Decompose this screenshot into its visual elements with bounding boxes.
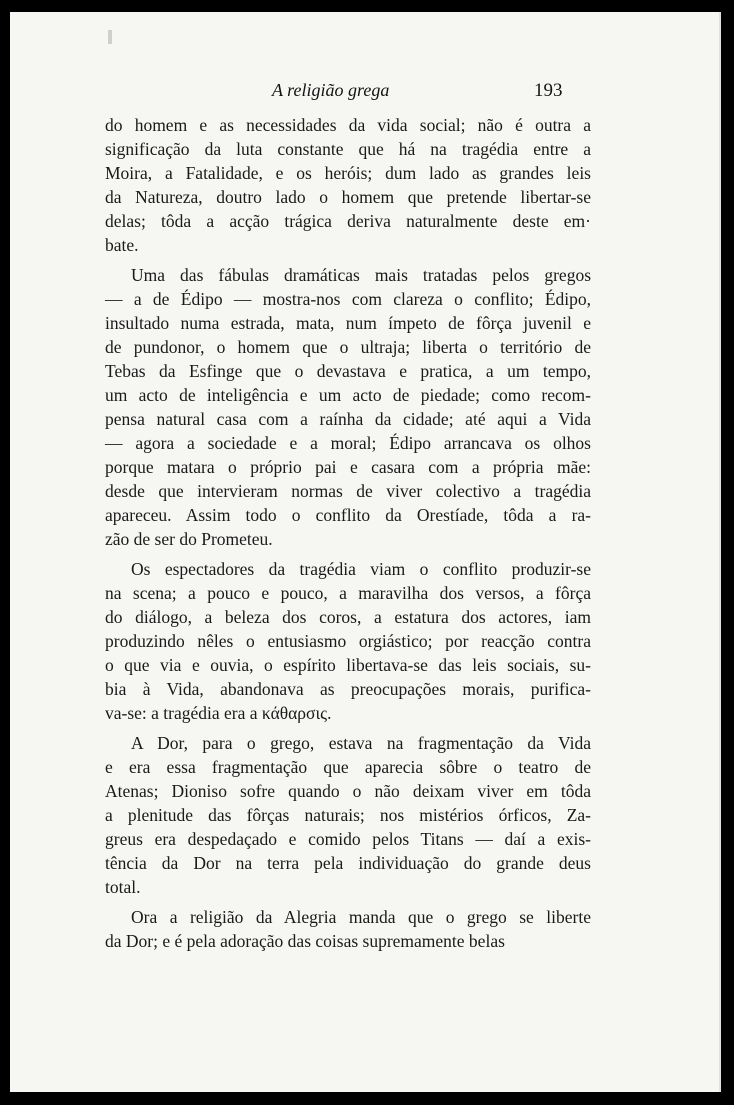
text-line: bate. [105,235,139,255]
text-line: do diálogo, a beleza dos coros, a estatura dos actores, iam [105,607,591,627]
paragraph [105,731,591,899]
text-line: apareceu. Assim todo o conflito da Orestíade, tôda a ra- [105,505,591,525]
text-line: produzindo nêles o entusiasmo orgiástico; por reacção contra [105,631,591,651]
scan-mark [108,30,112,44]
text-line: va-se: a tragédia era a κάθαρσις. [105,703,332,723]
book-page [10,12,721,1092]
page-number: 193 [534,80,563,101]
text-line: significação da luta constante que há na tragédia entre a [105,139,591,159]
text-line: da Dor; e é pela adoração das coisas supremamente belas [105,931,505,951]
running-title: A religião grega [272,80,390,100]
page-header [10,80,721,106]
text-line: Moira, a Fatalidade, e os heróis; dum lado as grandes leis [105,163,591,183]
text-line: — a de Édipo — mostra-nos com clareza o conflito; Édipo, [105,289,591,309]
text-line: Tebas da Esfinge que o devastava e pratica, a um tempo, [105,361,591,381]
text-line: de pundonor, o homem que o ultraja; liberta o território de [105,337,591,357]
body-text [105,113,591,953]
text-line: tência da Dor na terra pela individuação do grande deus [105,853,591,873]
text-line: A Dor, para o grego, estava na fragmentação da Vida [131,733,591,753]
text-line: porque matara o próprio pai e casara com a própria mãe: [105,457,591,477]
text-line: delas; tôda a acção trágica deriva naturalmente deste em· [105,211,591,231]
text-line: um acto de inteligência e um acto de piedade; como recom- [105,385,591,405]
text-line: zão de ser do Prometeu. [105,529,273,549]
text-line: total. [105,877,141,897]
text-line: o que via e ouvia, o espírito libertava-se das leis sociais, su- [105,655,591,675]
text-line: insultado numa estrada, mata, num ímpeto de fôrça juvenil e [105,313,591,333]
page-edge [719,12,721,1092]
text-line: pensa natural casa com a raínha da cidade; até aqui a Vida [105,409,591,429]
text-line: Uma das fábulas dramáticas mais tratadas pelos gregos [131,265,591,285]
paragraph [105,263,591,551]
text-line: do homem e as necessidades da vida social; não é outra a [105,115,591,135]
text-line: Os espectadores da tragédia viam o conflito produzir-se [131,559,591,579]
text-line: da Natureza, doutro lado o homem que pretende libertar-se [105,187,591,207]
text-line: a plenitude das fôrças naturais; nos mistérios órficos, Za- [105,805,591,825]
paragraph [105,905,591,953]
text-line: Ora a religião da Alegria manda que o grego se liberte [131,907,591,927]
text-line: Atenas; Dioniso sofre quando o não deixam viver em tôda [105,781,591,801]
text-line: bia à Vida, abandonava as preocupações morais, purifica- [105,679,591,699]
paragraph [105,557,591,725]
text-line: na scena; a pouco e pouco, a maravilha dos versos, a fôrça [105,583,591,603]
paragraph [105,113,591,257]
text-line: desde que intervieram normas de viver colectivo a tragédia [105,481,591,501]
text-line: e era essa fragmentação que aparecia sôbre o teatro de [105,757,591,777]
text-line: — agora a sociedade e a moral; Édipo arrancava os olhos [105,433,591,453]
text-line: greus era despedaçado e comido pelos Titans — daí a exis- [105,829,591,849]
